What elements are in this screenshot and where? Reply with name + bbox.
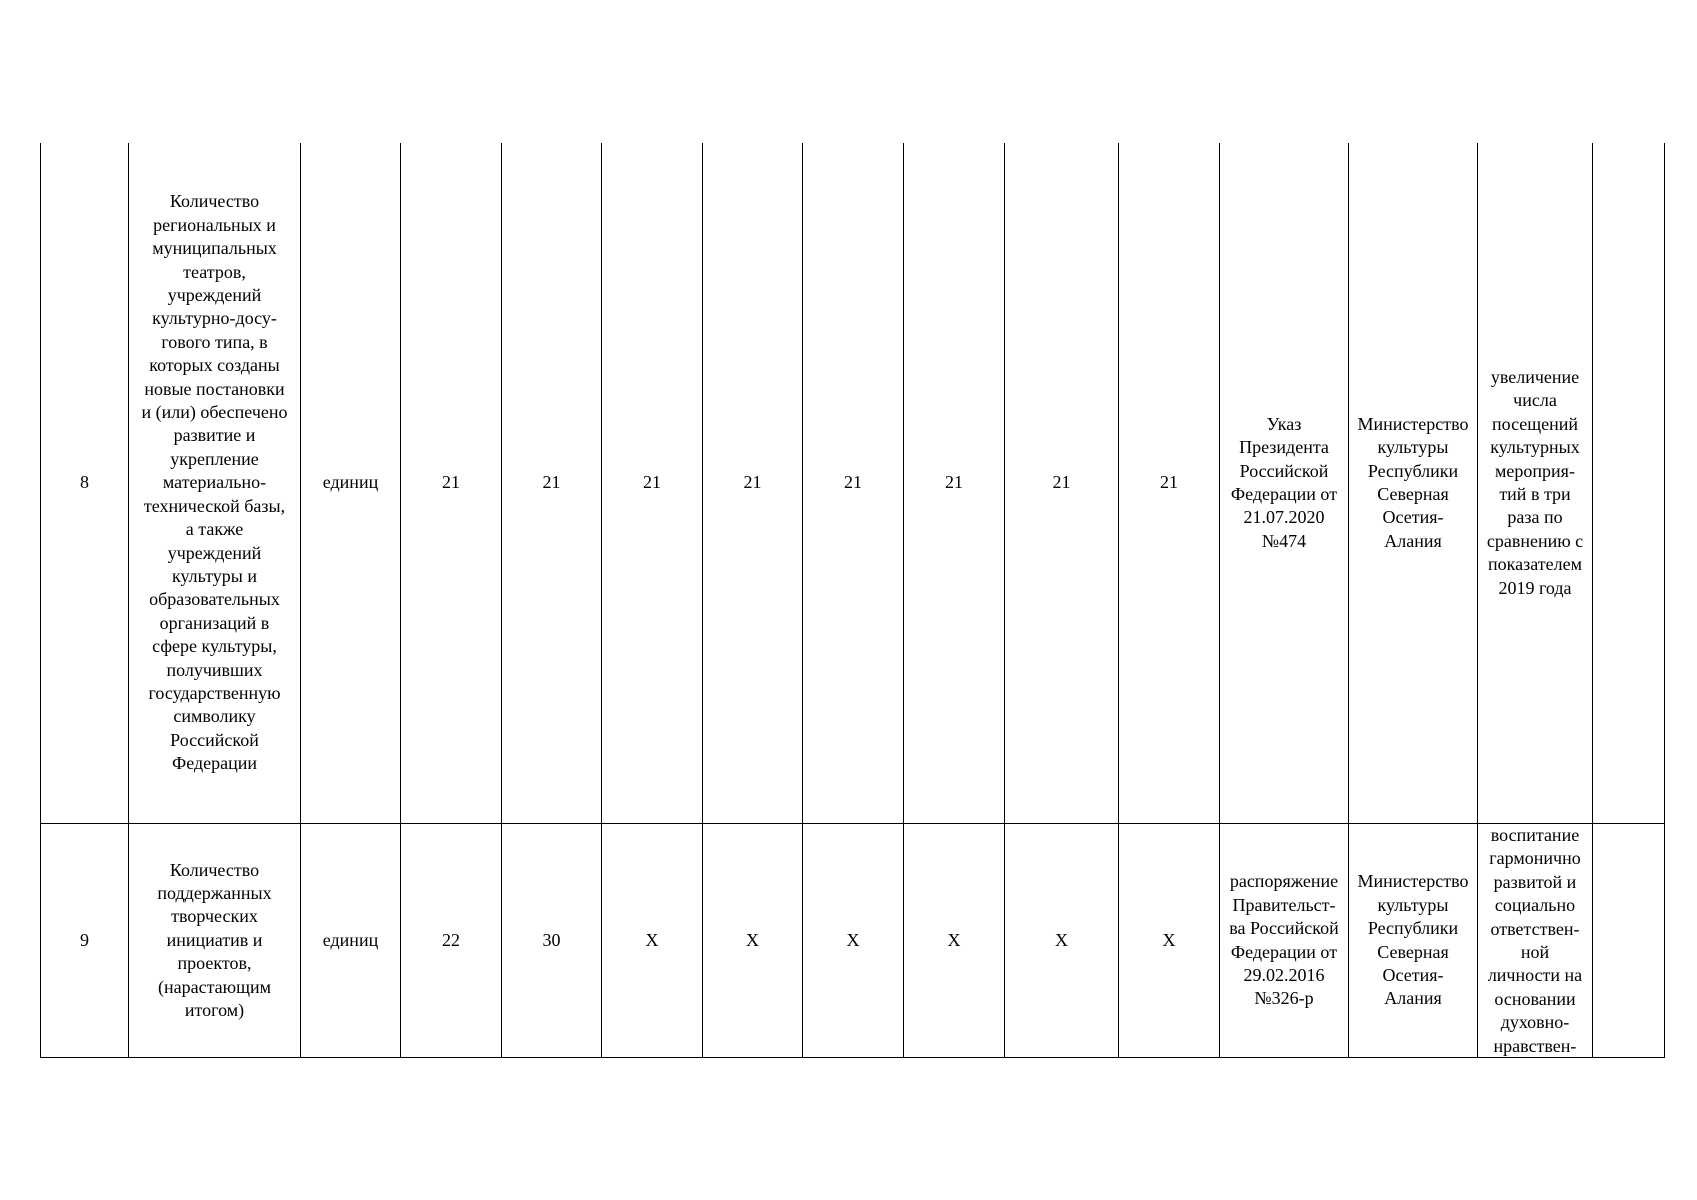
value-cell: 21 [602,143,703,824]
relation-cell: воспитание гармонично развитой и социально ответствен- ной личности на основании духовно- нравствен- [1478,824,1593,1058]
extra-cell [1593,824,1665,1058]
value-cell: 30 [502,824,602,1058]
value-cell: 21 [1119,143,1220,824]
unit-cell: единиц [301,824,401,1058]
value-cell: X [602,824,703,1058]
value-cell: 22 [401,824,502,1058]
indicator-name-cell: Количество поддержанных творческих инициатив и проектов, (нарастающим итогом) [129,824,301,1058]
responsible-cell: Министерство культуры Республики Северная Осетия- Алания [1349,143,1478,824]
value-cell: 21 [904,143,1005,824]
row-number-cell: 9 [41,824,129,1058]
value-cell: 21 [1005,143,1119,824]
table-row [41,824,1665,1058]
table-row [41,143,1665,824]
relation-cell: увеличение числа посещений культурных мероприя- тий в три раза по сравнению с показателем 2019 года [1478,143,1593,824]
responsible-cell: Министерство культуры Республики Северная Осетия- Алания [1349,824,1478,1058]
value-cell: X [703,824,803,1058]
unit-cell: единиц [301,143,401,824]
value-cell: 21 [401,143,502,824]
value-cell: 21 [703,143,803,824]
indicator-name-cell: Количество региональных и муниципальных театров, учреждений культурно-досу- гового типа, в которых созданы новые постановки и (или) обеспечено развитие и укрепление материально- технической базы, а также учреждений культуры и образовательных организаций в сфере культуры, получивших государственную символику Российской Федерации [129,143,301,824]
row-number-cell: 8 [41,143,129,824]
value-cell: 21 [803,143,904,824]
value-cell: X [803,824,904,1058]
value-cell: X [904,824,1005,1058]
value-cell: X [1119,824,1220,1058]
document-cell: Указ Президента Российской Федерации от 21.07.2020 №474 [1220,143,1349,824]
indicators-table [40,143,1665,1058]
extra-cell [1593,143,1665,824]
document-cell: распоряжение Правительст- ва Российской Федерации от 29.02.2016 №326-р [1220,824,1349,1058]
value-cell: 21 [502,143,602,824]
value-cell: X [1005,824,1119,1058]
